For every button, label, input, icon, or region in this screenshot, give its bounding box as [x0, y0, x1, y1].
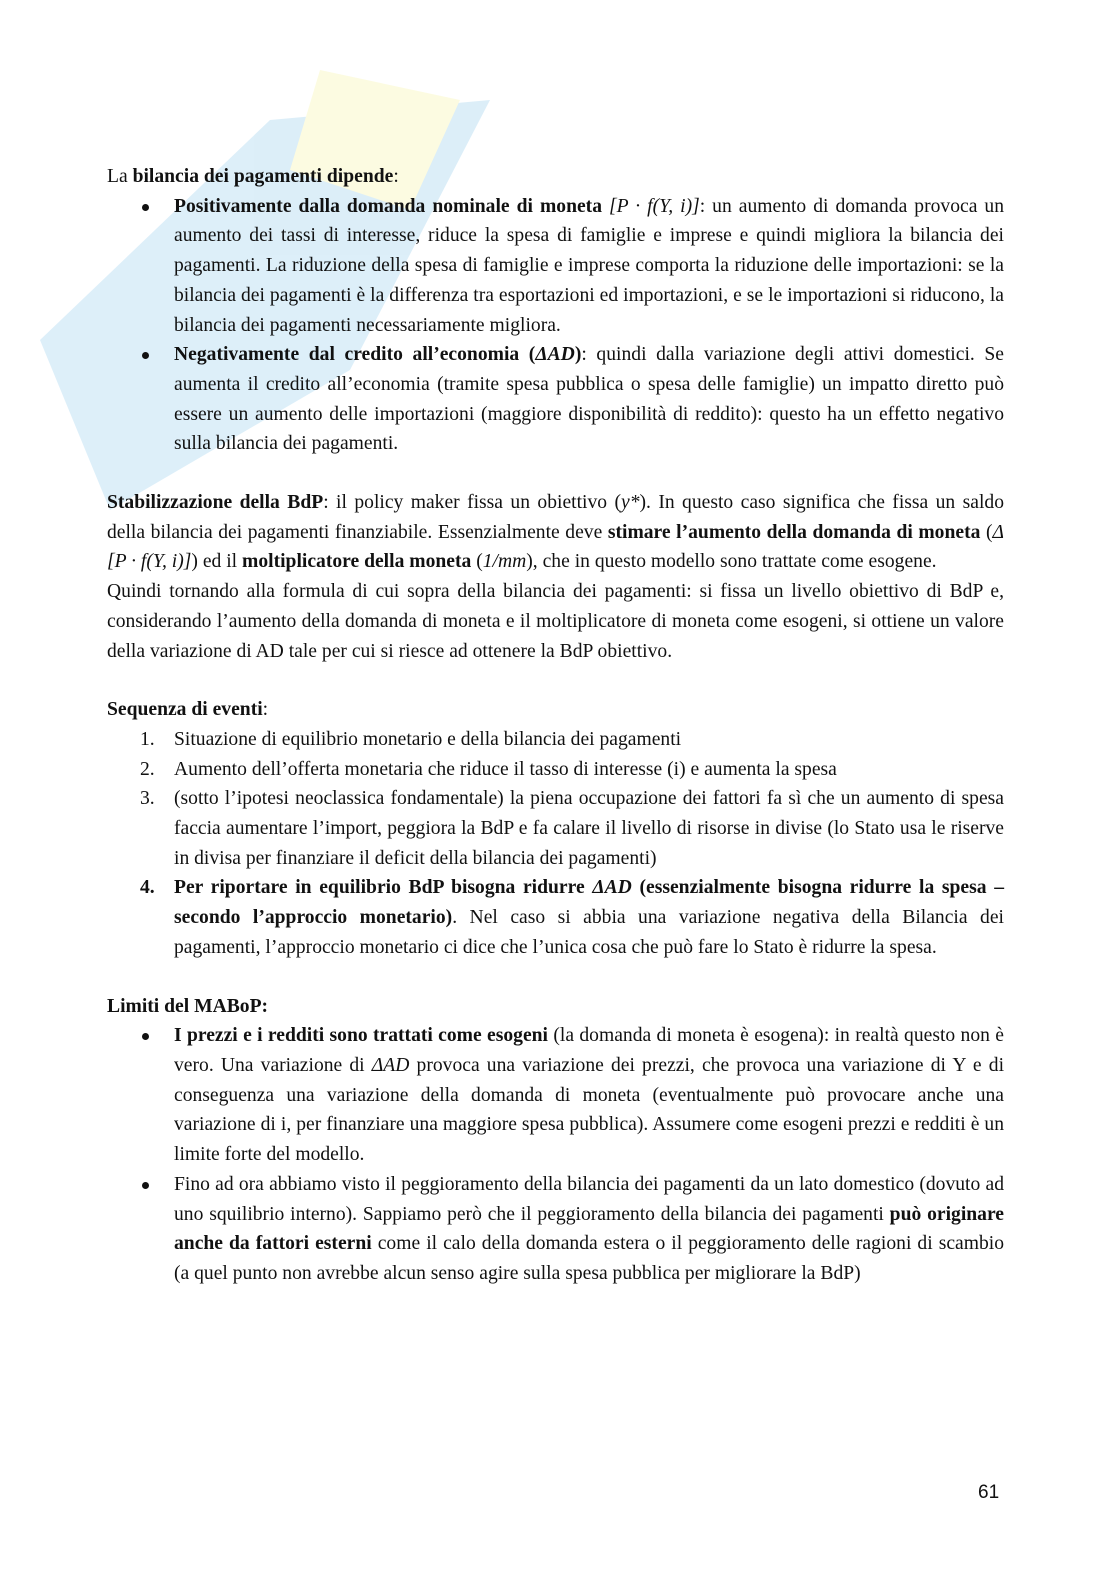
section-heading-limiti: Limiti del MABoP: [107, 995, 269, 1017]
section-heading-sequenza: Sequenza di eventi: [107, 699, 269, 721]
bullet-list-dipendenze [107, 192, 1004, 459]
list-item-2: 2. Aumento dell’offerta monetaria che riduce il tasso di interesse (i) e aumenta la spesa [140, 758, 837, 780]
document-body [107, 162, 1004, 1289]
list-item-prezzi-redditi: I prezzi e i redditi sono trattati come esogeni (la domanda di moneta è esogena): in realtà questo non è vero. Una variazione di ΔAD provoca una variazione dei prezzi, che provoca una variazione di Y e di conseguenza una variazione della domanda di moneta (eventualmente può provocare anche una variazione di i, per finanziare una maggiore spesa pubblica). Assumere come esogeni prezzi e redditi è un limite forte del modello. [107, 1021, 1004, 1170]
list-item-1: 1. Situazione di equilibrio monetario e della bilancia dei pagamenti [140, 728, 682, 750]
list-item-3: 3. (sotto l’ipotesi neoclassica fondamentale) la piena occupazione dei fattori fa sì che un aumento di spesa faccia aumentare l’import, peggiora la BdP e fa calare il livello di risorse in divise (lo Stato usa le riserve in divisa per finanziare il deficit della bilancia dei pagamenti) [140, 788, 1004, 869]
page-number: 61 [978, 1482, 1000, 1503]
paragraph-formula: Quindi tornando alla formula di cui sopra della bilancia dei pagamenti: si fissa un livello obiettivo di BdP e, considerando l’aumento della domanda di moneta e il moltiplicatore di moneta come esogeni, si ottiene un valore della variazione di AD tale per cui si riesce ad ottenere la BdP obiettivo. [107, 581, 1004, 662]
bullet-list-limiti [107, 1021, 1004, 1288]
list-item-positivamente: Positivamente dalla domanda nominale di moneta [P · f(Y, i)]: un aumento di domanda provoca un aumento dei tassi di interesse, riduce la spesa di famiglie e imprese e quindi migliora la bilancia dei pagamenti. La riduzione della spesa di famiglie e imprese comporta la riduzione delle importazioni: se la bilancia dei pagamenti è la differenza tra esportazioni ed importazioni, e se le importazioni si riducono, la bilancia dei pagamenti necessariamente migliora. [107, 192, 1004, 341]
list-item-4: 4. Per riportare in equilibrio BdP bisogna ridurre ΔAD (essenzialmente bisogna ridurre la spesa – secondo l’approccio monetario). Nel caso si abbia una variazione negativa della Bilancia dei pagamenti, l’approccio monetario ci dice che l’unica cosa che può fare lo Stato è ridurre la spesa. [140, 877, 1005, 958]
numbered-list-sequenza [107, 725, 1004, 963]
section-heading-bilancia: La bilancia dei pagamenti dipende: [107, 166, 399, 187]
paragraph-stabilizzazione: Stabilizzazione della BdP: il policy maker fissa un obiettivo (y*). In questo caso significa che fissa un saldo della bilancia dei pagamenti finanziabile. Essenzialmente deve stimare l’aumento della domanda di moneta (Δ [P · f(Y, i)]) ed il moltiplicatore della moneta (1/mm), che in questo modello sono trattate come esogene. [107, 492, 1004, 573]
list-item-negativamente: Negativamente dal credito all’economia (ΔAD): quindi dalla variazione degli attivi domestici. Se aumenta il credito all’economia (tramite spesa pubblica o spesa delle famiglie) un impatto diretto può essere un aumento delle importazioni (maggiore disponibilità di reddito): questo ha un effetto negativo sulla bilancia dei pagamenti. [107, 340, 1004, 459]
list-item-fattori-esterni: Fino ad ora abbiamo visto il peggioramento della bilancia dei pagamenti da un lato domestico (dovuto ad uno squilibrio interno). Sappiamo però che il peggioramento della bilancia dei pagamenti può originare anche da fattori esterni come il calo della domanda estera o il peggioramento delle ragioni di scambio (a quel punto non avrebbe alcun senso agire sulla spesa pubblica per migliorare la BdP) [107, 1170, 1004, 1289]
